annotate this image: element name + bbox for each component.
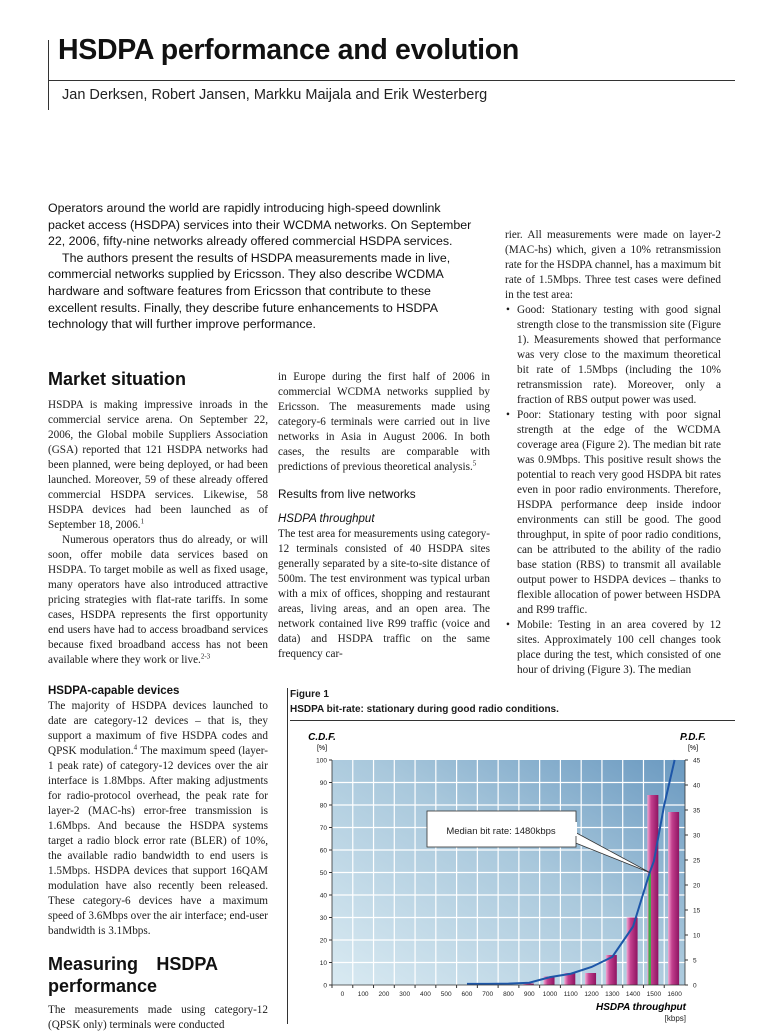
test-case-list	[505, 303, 721, 678]
left-axis-unit: [%]	[316, 745, 328, 752]
paragraph-text: The majority of HSDPA devices launched to date are category-12 devices – that is, they support a maximum of five HSDPA codes and QPSK modulation.	[48, 700, 268, 757]
paragraph-text: The maximum speed (layer-1 peak rate) of category-12 devices over the air interface is 1.8Mbps. After making adjustments for radio-protocol overhead, the peak rate for layer-2 (MAC-hs) error-free transmission is 1.6Mbps. And because the HSDPA systems target a radio block error rate (BLER) of 10%, the available radio bandwidth to end users is 1.5Mbps. HSDPA devices that support 16QAM modulation have also recently been released. These category-6 devices have a maximum speed of 3.6Mbps over the air interface; end-user bandwidth is 3.1Mbps.	[48, 745, 268, 937]
subsubsection-heading-throughput: HSDPA throughput	[278, 513, 375, 525]
x-axis-label: HSDPA throughput	[596, 1002, 686, 1013]
left-tick-label: 0	[323, 982, 327, 990]
left-tick-label: 30	[319, 915, 327, 922]
list-item: • Good: Stationary testing with good signal strength close to the transmission site (Figure 1). Measurements showed that performance was very close to the maximum theoretical bit rate of 1.5Mbps (including the 10% retransmission rate). Moreover, only a fraction of RBS output power was used.	[505, 303, 721, 408]
left-tick-label: 90	[319, 780, 327, 787]
pdf-bar-1200	[585, 973, 596, 985]
section-heading-measuring: Measuring HSDPA performance	[48, 954, 218, 996]
paragraph-text: HSDPA is making impressive inroads in the commercial service arena. On September 22, 2006, the Global mobile Suppliers Association (GSA) reported that 121 HSDPA networks had been planned, were being deployed, or had been launched. Moreover, 59 of these already offered commercial HSDPA services. Likewise, 58 HSDPA devices had been launched as of September 18, 2006.	[48, 399, 268, 531]
left-tick-label: 60	[319, 847, 327, 855]
figure-rule	[290, 720, 735, 721]
paragraph-text: in Europe during the first half of 2006 in commercial WCDMA networks supplied by Ericsson. The measurements made using category-6 terminals were carried out in live networks in Asia in August 2006. In both cases, the results are comparable with predictions of previous theoretical analysis.	[278, 371, 490, 473]
x-tick-label: 1500	[646, 991, 662, 998]
paragraph: The test area for measurements using category-12 terminals consisted of 40 HSDPA sites generally separated by a site-to-site distance of 500m. The test environment was typical urban with a mix of offices, shopping and restaurant areas, living areas, and an open area. The network contained live R99 traffic (voice and data) and HSDPA traffic on the same frequency car-	[278, 528, 490, 660]
abstract-paragraph: The authors present the results of HSDPA measurements made in live, commercial networks supplied by Ericsson. They also describe WCDMA hardware and software features from Ericsson that contribute to these excellent results. Finally, they describe future enhancements to HSDPA technology that will further improve performance.	[48, 250, 451, 332]
callout-joint	[555, 822, 577, 836]
right-tick-label: 45	[693, 757, 701, 765]
left-tick-label: 80	[319, 802, 327, 810]
abstract	[48, 200, 473, 333]
figure-label: Figure 1	[290, 689, 329, 700]
authors: Jan Derksen, Robert Jansen, Markku Maijala and Erik Westerberg	[62, 87, 488, 103]
x-tick-label: 1300	[605, 991, 620, 998]
list-item: • Mobile: Testing in an area covered by 12 sites. Approximately 100 cell changes took place during the test, which consisted of one hour of driving (Figure 3). The median	[505, 618, 721, 678]
left-tick-label: 20	[319, 937, 327, 945]
x-tick-label: 1100	[563, 991, 578, 998]
paragraph	[48, 398, 268, 533]
cdf-pdf-chart	[290, 725, 735, 1024]
subsection-heading-devices: HSDPA-capable devices	[48, 685, 180, 697]
right-tick-label: 35	[693, 807, 701, 815]
x-tick-label: 600	[461, 991, 473, 998]
right-tick-label: 15	[693, 907, 701, 915]
right-tick-label: 0	[693, 982, 697, 990]
left-tick-label: 70	[319, 825, 327, 832]
right-axis-label: P.D.F.	[680, 732, 706, 743]
title-rule-vertical	[48, 40, 49, 110]
footnote-ref: 4	[133, 743, 138, 752]
page-title: HSDPA performance and evolution	[58, 34, 520, 66]
figure-caption: HSDPA bit-rate: stationary during good radio conditions.	[290, 704, 559, 715]
right-axis-unit: [%]	[687, 745, 699, 752]
left-tick-label: 40	[319, 892, 327, 900]
left-tick-label: 100	[316, 757, 327, 765]
x-tick-label: 100	[357, 991, 369, 998]
title-rule-horizontal	[48, 80, 735, 81]
right-tick-label: 25	[693, 857, 701, 865]
right-tick-label: 10	[693, 932, 701, 940]
left-tick-label: 50	[319, 870, 327, 877]
paragraph	[48, 699, 268, 939]
paragraph: rier. All measurements were made on layer-2 (MAC-hs) which, given a 10% retransmission rate for the HSDPA channel, has a maximum bit rate of 1.5Mbps. Three test cases were defined in the test area:	[505, 229, 721, 301]
median-annotation: Median bit rate: 1480kbps	[446, 826, 556, 837]
column-1	[48, 368, 268, 668]
left-axis-label: C.D.F.	[308, 732, 336, 743]
right-tick-label: 5	[693, 957, 697, 965]
subsection-heading-results: Results from live networks	[278, 487, 416, 501]
paragraph: The measurements made using category-12 (QPSK only) terminals were conducted	[48, 1004, 268, 1031]
right-tick-label: 20	[693, 882, 701, 890]
paragraph-text: Numerous operators thus do already, or will soon, offer mobile data services based on HSDPA. To target mobile as well as fixed usage, many operators have also introduced attractive pricing strategies with flat-rate tariffs. In some cases, HSDPA represents the first opportunity end users have had to access broadband services because fixed broadband access has not been available where they work or live.	[48, 534, 268, 666]
x-tick-label: 900	[523, 991, 535, 998]
x-tick-label: 700	[482, 991, 494, 998]
column-1-lower	[48, 684, 268, 1033]
column-3	[505, 228, 721, 678]
right-tick-label: 30	[693, 832, 701, 840]
x-tick-label: 1200	[584, 991, 599, 998]
paragraph	[278, 370, 490, 475]
pdf-bar-1600	[668, 812, 679, 985]
footnote-ref: 1	[140, 517, 145, 526]
footnote-ref: 5	[472, 459, 477, 468]
x-tick-label: 400	[420, 991, 431, 998]
x-tick-label: 1600	[667, 991, 682, 998]
section-heading-market: Market situation	[48, 369, 187, 389]
x-tick-label: 1400	[625, 991, 641, 998]
x-tick-label: 300	[399, 991, 411, 998]
x-tick-label: 200	[378, 991, 390, 998]
figure-frame-rule	[287, 688, 288, 1024]
column-2	[278, 370, 490, 662]
x-tick-label: 800	[503, 991, 514, 998]
footnote-ref: 2-3	[200, 652, 211, 661]
x-axis-unit: [kbps]	[664, 1014, 686, 1023]
abstract-paragraph: Operators around the world are rapidly introducing high-speed downlink packet access (HSDPA) services into their WCDMA networks. On September 22, 2006, fifty-nine networks already offered commercial HSDPA services.	[48, 201, 472, 249]
left-tick-label: 10	[319, 960, 327, 967]
right-tick-label: 40	[693, 782, 701, 790]
x-tick-label: 500	[440, 991, 452, 998]
x-tick-label: 1000	[542, 991, 558, 998]
list-item: • Poor: Stationary testing with poor signal strength at the edge of the WCDMA coverage area (Figure 2). The median bit rate was 0.9Mbps. This positive result shows the potential to reach very good HSDPA bit rates even in poor radio environments. Therefore, HSDPA performance deep inside indoor environments can still be good. The good throughput, in spite of poor radio conditions, can be attributed to the ability of the radio base station (RBS) to transmit all available output power to HSDPA devices – thanks to flexible allocation of power between HSDPA and R99 traffic.	[505, 408, 721, 618]
x-tick-label: 0	[340, 991, 345, 998]
paragraph	[48, 533, 268, 668]
